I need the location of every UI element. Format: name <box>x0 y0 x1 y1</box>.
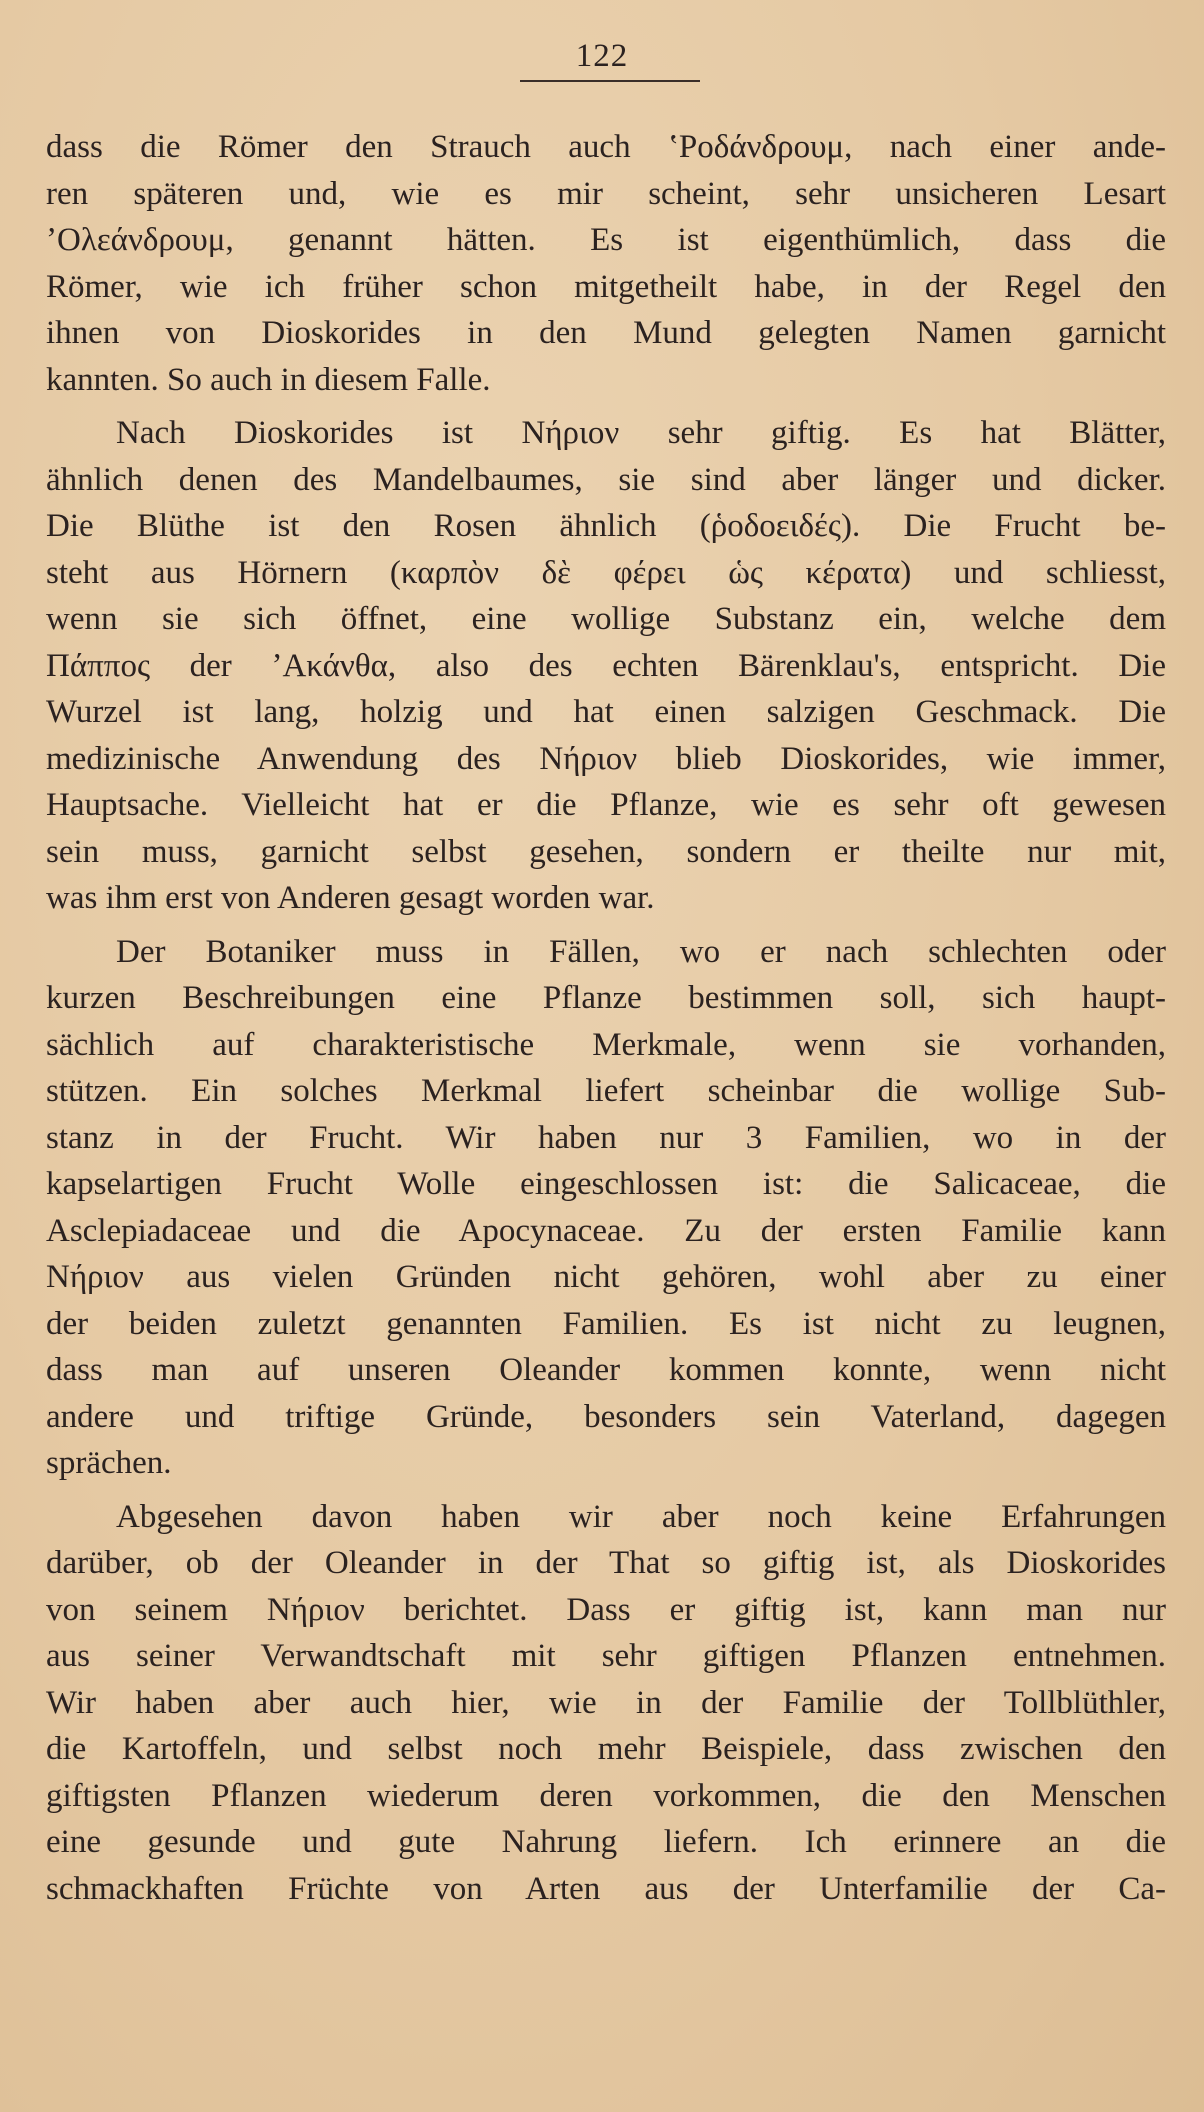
text-line: sprächen. <box>46 1445 172 1481</box>
paragraph-gap <box>46 403 1166 410</box>
text-line: steht aus Hörnern (καρπὸν δὲ φέρει ὡς κέρατα) und schliesst, <box>46 554 1166 591</box>
text-line: darüber, ob der Oleander in der That so giftig ist, als Dioskorides <box>46 1545 1166 1581</box>
text-line: dass die Römer den Strauch auch ʽΡοδάνδρουμ, nach einer ande- <box>46 129 1166 165</box>
text-line: Der Botaniker muss in Fällen, wo er nach schlechten oder <box>116 933 1166 970</box>
text-line: kannten. So auch in diesem Falle. <box>46 361 491 398</box>
text-line: was ihm erst von Anderen gesagt worden war. <box>46 880 655 916</box>
text-line: ähnlich denen des Mandelbaumes, sie sind aber länger und dicker. <box>46 461 1166 498</box>
text-line: wenn sie sich öffnet, eine wollige Substanz ein, welche dem <box>46 601 1166 637</box>
text-line: Nach Dioskorides ist Νήριον sehr giftig. Es hat Blätter, <box>116 415 1166 451</box>
text-line: eine gesunde und gute Nahrung liefern. Ich erinnere an die <box>46 1824 1166 1860</box>
text-line: ren späteren und, wie es mir scheint, sehr unsicheren Lesart <box>46 175 1166 212</box>
text-line: Die Blüthe ist den Rosen ähnlich (ῥοδοειδές). Die Frucht be- <box>46 508 1166 544</box>
text-line: Abgesehen davon haben wir aber noch keine Erfahrungen <box>116 1498 1166 1535</box>
body-text <box>46 124 1166 1912</box>
text-line: sein muss, garnicht selbst gesehen, sondern er theilte nur mit, <box>46 833 1166 870</box>
text-line: von seinem Νήριον berichtet. Dass er giftig ist, kann man nur <box>46 1591 1166 1628</box>
text-line: andere und triftige Gründe, besonders sein Vaterland, dagegen <box>46 1398 1166 1435</box>
text-line: ʼΟλεάνδρουμ, genannt hätten. Es ist eigenthümlich, dass die <box>46 222 1166 258</box>
text-line: giftigsten Pflanzen wiederum deren vorkommen, die den Menschen <box>46 1777 1166 1814</box>
text-line: die Kartoffeln, und selbst noch mehr Beispiele, dass zwischen den <box>46 1731 1166 1767</box>
header-rule <box>520 80 700 82</box>
text-line: Πάππος der ʼΑκάνθα, also des echten Bärenklau's, entspricht. Die <box>46 647 1166 684</box>
text-line: Hauptsache. Vielleicht hat er die Pflanze, wie es sehr oft gewesen <box>46 787 1166 823</box>
paragraph-gap <box>46 922 1166 929</box>
text-line: dass man auf unseren Oleander kommen konnte, wenn nicht <box>46 1352 1166 1388</box>
text-line: aus seiner Verwandtschaft mit sehr giftigen Pflanzen entnehmen. <box>46 1638 1166 1674</box>
text-line: Νήριον aus vielen Gründen nicht gehören, wohl aber zu einer <box>46 1259 1166 1295</box>
page-number: 122 <box>575 38 629 74</box>
text-line: sächlich auf charakteristische Merkmale, wenn sie vorhanden, <box>46 1026 1166 1063</box>
text-line: stanz in der Frucht. Wir haben nur 3 Familien, wo in der <box>46 1119 1166 1156</box>
text-line: kapselartigen Frucht Wolle eingeschlossen ist: die Salicaceae, die <box>46 1166 1166 1202</box>
paragraph <box>46 410 1166 922</box>
text-line: kurzen Beschreibungen eine Pflanze bestimmen soll, sich haupt- <box>46 980 1166 1016</box>
paragraph <box>46 124 1166 403</box>
text-line: ihnen von Dioskorides in den Mund gelegten Namen garnicht <box>46 315 1166 351</box>
text-line: Römer, wie ich früher schon mitgetheilt habe, in der Regel den <box>46 268 1166 305</box>
text-line: medizinische Anwendung des Νήριον blieb Dioskorides, wie immer, <box>46 740 1166 777</box>
paragraph <box>46 929 1166 1487</box>
text-line: stützen. Ein solches Merkmal liefert scheinbar die wollige Sub- <box>46 1073 1166 1109</box>
text-line: Wir haben aber auch hier, wie in der Familie der Tollblüthler, <box>46 1684 1166 1721</box>
text-line: der beiden zuletzt genannten Familien. Es ist nicht zu leugnen, <box>46 1305 1166 1342</box>
paragraph <box>46 1494 1166 1913</box>
text-line: schmackhaften Früchte von Arten aus der Unterfamilie der Ca- <box>46 1870 1166 1907</box>
text-line: Wurzel ist lang, holzig und hat einen salzigen Geschmack. Die <box>46 694 1166 730</box>
paragraph-gap <box>46 1487 1166 1494</box>
text-line: Asclepiadaceae und die Apocynaceae. Zu der ersten Familie kann <box>46 1212 1166 1249</box>
